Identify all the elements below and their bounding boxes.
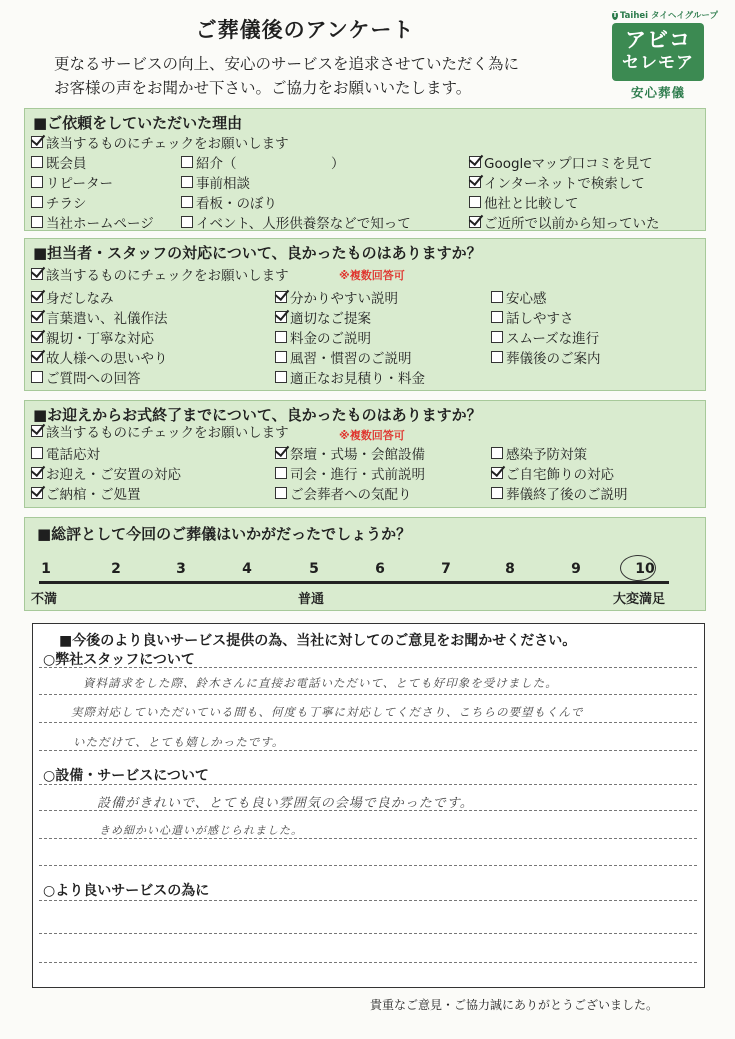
checkbox[interactable] xyxy=(181,176,193,188)
option-item[interactable] xyxy=(31,463,181,483)
option-item[interactable] xyxy=(275,367,425,387)
option-item[interactable] xyxy=(491,327,599,347)
improvement-comment-label: ○より良いサービスの為に xyxy=(43,883,210,899)
option-label: チラシ xyxy=(46,196,87,212)
option-item[interactable] xyxy=(181,172,250,192)
checkbox[interactable] xyxy=(469,176,481,188)
overall-rating xyxy=(24,517,706,611)
option-item[interactable] xyxy=(31,307,168,327)
staff-comment-label: ○弊社スタッフについて xyxy=(43,652,195,668)
checkbox[interactable] xyxy=(275,371,287,383)
group-logo xyxy=(612,9,718,21)
ruled-line xyxy=(39,722,697,723)
option-item[interactable] xyxy=(275,443,425,463)
checkbox[interactable] xyxy=(31,487,43,499)
ruled-line xyxy=(39,784,697,785)
option-label: 事前相談 xyxy=(196,176,250,192)
rating-mid-label: 普通 xyxy=(298,592,325,607)
rating-option-6[interactable]: 6 xyxy=(375,561,385,577)
checkbox[interactable] xyxy=(275,487,287,499)
checkbox[interactable] xyxy=(31,467,43,479)
option-item[interactable] xyxy=(469,212,660,232)
rating-option-7[interactable]: 7 xyxy=(441,561,451,577)
option-item[interactable] xyxy=(469,152,653,172)
checkbox[interactable] xyxy=(491,291,503,303)
multi-answer-note: ※複数回答可 xyxy=(339,269,405,282)
checkbox[interactable] xyxy=(181,196,193,208)
option-label: ご会葬者への気配り xyxy=(290,487,412,503)
section-note: 該当するものにチェックをお願いします xyxy=(31,264,289,284)
page-title: ご葬儀後のアンケート xyxy=(195,18,415,42)
logo-badge xyxy=(612,23,704,81)
option-item[interactable] xyxy=(275,347,412,367)
company-logo xyxy=(612,9,718,101)
option-label: 感染予防対策 xyxy=(506,447,587,463)
option-item[interactable] xyxy=(31,443,100,463)
checkbox[interactable] xyxy=(31,176,43,188)
comments-title: ■今後のより良いサービス提供の為、当社に対してのご意見をお聞かせください。 xyxy=(59,633,577,649)
option-label: 身だしなみ xyxy=(46,291,114,307)
option-item[interactable] xyxy=(275,287,398,307)
rating-option-4[interactable]: 4 xyxy=(242,561,252,577)
option-item[interactable] xyxy=(469,172,645,192)
option-item[interactable] xyxy=(491,463,614,483)
intro-line-2: お客様の声をお聞かせ下さい。ご協力をお願いいたします。 xyxy=(54,79,472,97)
option-item[interactable] xyxy=(31,192,87,212)
ruled-line xyxy=(39,962,697,963)
checkbox[interactable] xyxy=(469,216,481,228)
intro-line-1: 更なるサービスの向上、安心のサービスを追求させていただく為に xyxy=(54,55,520,73)
section-title: ■お迎えからお式終了までについて、良かったものはありますか？ xyxy=(33,406,482,424)
option-item[interactable] xyxy=(31,347,168,367)
option-label: 適正なお見積り・料金 xyxy=(290,371,425,387)
option-label: 故人様への思いやり xyxy=(46,351,168,367)
option-item[interactable] xyxy=(275,463,425,483)
option-item[interactable] xyxy=(469,192,579,212)
checkbox[interactable] xyxy=(31,156,43,168)
option-label: 既会員 xyxy=(46,156,87,172)
survey-header xyxy=(0,0,735,104)
rating-option-5[interactable]: 5 xyxy=(309,561,319,577)
checkbox[interactable] xyxy=(469,196,481,208)
checkbox[interactable] xyxy=(181,156,193,168)
rating-option-8[interactable]: 8 xyxy=(505,561,515,577)
option-label: 風習・慣習のご説明 xyxy=(290,351,412,367)
checkbox[interactable] xyxy=(31,196,43,208)
rating-low-label: 不満 xyxy=(31,592,58,607)
rating-option-2[interactable]: 2 xyxy=(111,561,121,577)
checkbox-icon xyxy=(31,136,43,148)
section-reason xyxy=(24,108,706,231)
option-item[interactable] xyxy=(491,443,587,463)
option-label: 分かりやすい説明 xyxy=(290,291,398,307)
multi-answer-note: ※複数回答可 xyxy=(339,429,405,442)
checkbox[interactable] xyxy=(491,331,503,343)
option-label: 紹介（ ） xyxy=(196,156,345,172)
option-label: 葬儀終了後のご説明 xyxy=(506,487,628,503)
rating-high-label: 大変満足 xyxy=(613,592,666,607)
section-note: 該当するものにチェックをお願いします xyxy=(31,132,289,152)
option-label: スムーズな進行 xyxy=(506,331,600,347)
ruled-line xyxy=(39,838,697,839)
section-staff xyxy=(24,238,706,391)
option-label: 司会・進行・式前説明 xyxy=(290,467,425,483)
option-label: ご自宅飾りの対応 xyxy=(506,467,614,483)
checkbox[interactable] xyxy=(31,331,43,343)
option-label: 料金のご説明 xyxy=(290,331,371,347)
checkbox[interactable] xyxy=(491,447,503,459)
ruled-line xyxy=(39,667,697,668)
logo-line-2: セレモア xyxy=(622,53,694,73)
comments-box xyxy=(32,623,705,988)
section-title: ■担当者・スタッフの対応について、良かったものはありますか？ xyxy=(33,244,482,262)
option-label: 他社と比較して xyxy=(484,196,579,212)
checkbox[interactable] xyxy=(491,487,503,499)
option-item[interactable] xyxy=(31,172,113,192)
option-item[interactable] xyxy=(31,287,114,307)
ruled-line xyxy=(39,933,697,934)
checkbox[interactable] xyxy=(275,331,287,343)
ruled-line xyxy=(39,810,697,811)
handwritten-facility-line-1: 設備がきれいで、とても良い雰囲気の会場で良かったです。 xyxy=(97,796,474,811)
checkbox[interactable] xyxy=(31,351,43,363)
logo-line-1: アビコ xyxy=(625,28,691,52)
checkbox[interactable] xyxy=(31,371,43,383)
ruled-line xyxy=(39,694,697,695)
checkbox[interactable] xyxy=(31,291,43,303)
section-ceremony xyxy=(24,400,706,508)
option-label: 電話応対 xyxy=(46,447,100,463)
section-title: ■ご依頼をしていただいた理由 xyxy=(33,114,243,132)
option-item[interactable] xyxy=(275,307,371,327)
section-note: 該当するものにチェックをお願いします xyxy=(31,421,289,441)
option-label: リピーター xyxy=(46,176,113,192)
intro-text xyxy=(54,52,614,100)
option-label: 話しやすさ xyxy=(506,311,574,327)
checkbox[interactable] xyxy=(491,311,503,323)
option-label: 当社ホームページ xyxy=(46,216,154,232)
option-label: 適切なご提案 xyxy=(290,311,371,327)
option-item[interactable] xyxy=(31,152,87,172)
checkbox[interactable] xyxy=(275,467,287,479)
ruled-line xyxy=(39,865,697,866)
handwritten-facility-line-2: きめ細かい心遣いが感じられました。 xyxy=(99,824,303,837)
option-label: ご質問への回答 xyxy=(46,371,141,387)
option-label: Googleマップ口コミを見て xyxy=(484,156,653,172)
option-item[interactable] xyxy=(181,212,411,232)
handwritten-staff-line-2: 実際対応していただいている間も、何度も丁寧に対応してくださり、こちらの要望もくんで xyxy=(71,705,584,719)
option-label: ご近所で以前から知っていた xyxy=(484,216,660,232)
ruled-line xyxy=(39,900,697,901)
checkbox[interactable] xyxy=(181,216,193,228)
option-item[interactable] xyxy=(491,307,574,327)
taihei-icon: T xyxy=(612,10,618,19)
option-item[interactable] xyxy=(275,483,412,503)
option-label: 葬儀後のご案内 xyxy=(506,351,601,367)
ruled-line xyxy=(39,750,697,751)
selected-rating-circle xyxy=(620,555,656,581)
rating-option-9[interactable]: 9 xyxy=(571,561,581,577)
option-item[interactable] xyxy=(491,483,628,503)
option-item[interactable] xyxy=(491,347,601,367)
checkbox-icon xyxy=(31,268,43,280)
option-item[interactable] xyxy=(181,152,345,172)
thank-you-note: 貴重なご意見・ご協力誠にありがとうございました。 xyxy=(370,998,659,1012)
option-label: 安心感 xyxy=(506,291,547,307)
checkbox[interactable] xyxy=(31,447,43,459)
checkbox[interactable] xyxy=(491,351,503,363)
option-item[interactable] xyxy=(181,192,277,212)
rating-option-1[interactable]: 1 xyxy=(41,561,51,577)
option-label: イベント、人形供養祭などで知って xyxy=(196,216,411,232)
option-label: お迎え・ご安置の対応 xyxy=(46,467,181,483)
checkbox[interactable] xyxy=(31,311,43,323)
facility-comment-label: ○設備・サービスについて xyxy=(43,768,209,784)
option-label: インターネットで検索して xyxy=(484,176,645,192)
checkbox[interactable] xyxy=(31,216,43,228)
checkbox-icon xyxy=(31,425,43,437)
group-name: Taihei タイヘイグループ xyxy=(619,11,718,21)
option-label: 祭壇・式場・会館設備 xyxy=(290,447,425,463)
option-item[interactable] xyxy=(31,212,154,232)
logo-tagline: 安心葬儀 xyxy=(630,85,685,100)
option-item[interactable] xyxy=(31,327,154,347)
handwritten-staff-line-1: 資料請求をした際、鈴木さんに直接お電話いただいて、とても好印象を受けました。 xyxy=(83,676,558,690)
option-item[interactable] xyxy=(491,287,547,307)
option-item[interactable] xyxy=(31,367,141,387)
checkbox[interactable] xyxy=(275,291,287,303)
option-label: ご納棺・ご処置 xyxy=(46,487,141,503)
option-label: 看板・のぼり xyxy=(196,196,277,212)
handwritten-staff-line-3: いただけて、とても嬉しかったです。 xyxy=(73,735,285,749)
checkbox[interactable] xyxy=(491,467,503,479)
rating-option-3[interactable]: 3 xyxy=(176,561,186,577)
option-label: 親切・丁寧な対応 xyxy=(46,331,154,347)
rating-title: ■総評として今回のご葬儀はいかがだったでしょうか？ xyxy=(37,525,412,543)
option-label: 言葉遣い、礼儀作法 xyxy=(46,311,168,327)
checkbox[interactable] xyxy=(275,351,287,363)
rating-scale-line xyxy=(39,581,669,584)
checkbox[interactable] xyxy=(275,447,287,459)
checkbox[interactable] xyxy=(275,311,287,323)
option-item[interactable] xyxy=(275,327,371,347)
checkbox[interactable] xyxy=(469,156,481,168)
option-item[interactable] xyxy=(31,483,141,503)
rating-option-10[interactable]: 10 xyxy=(635,561,655,577)
